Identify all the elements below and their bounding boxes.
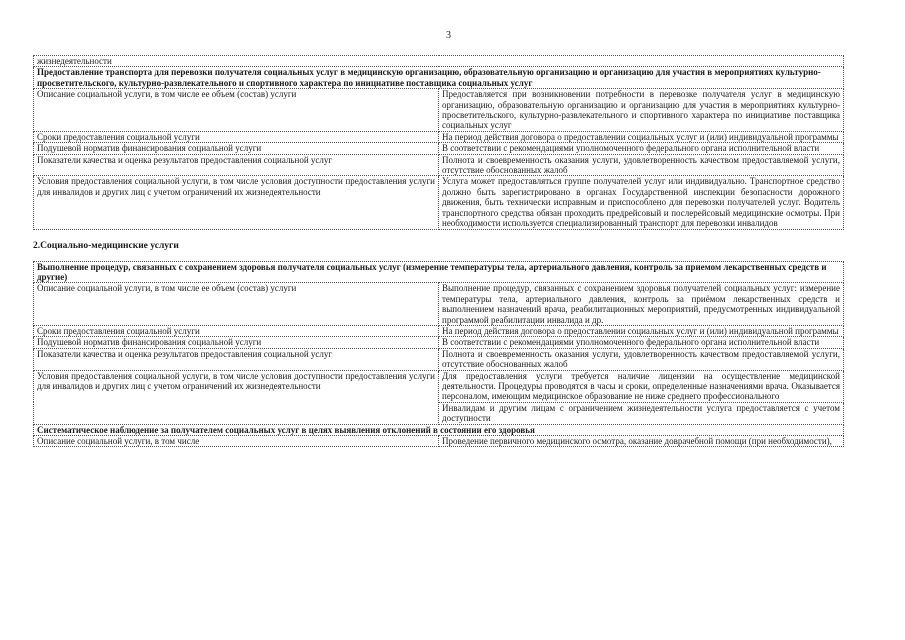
- table-row: [34, 370, 844, 402]
- service-title-observation: Систематическое наблюдение за получателем социальных услуг в целях выявления отклонений в состоянии его здоровья: [34, 424, 844, 435]
- row-value: На период действия договора о предоставлении социальных услуг и (или) индивидуальной программы: [439, 325, 844, 336]
- page-number: 3: [446, 30, 451, 41]
- row-label: Условия предоставления социальной услуги, в том числе условия доступности предоставления услуги для инвалидов и других лиц с учетом ограничений их жизнедеятельности: [34, 370, 439, 424]
- table-row-service-title: [34, 261, 844, 283]
- table-row: [34, 89, 844, 132]
- row-value: В соответствии с рекомендациями уполномоченного федерального органа исполнительной власти: [439, 337, 844, 348]
- table-row: [34, 436, 844, 447]
- row-value: Выполнение процедур, связанных с сохранением здоровья получателей социальных услуг: измерение температуры тела, артериального давления, контроль за приёмом лекарственных средств и выполнением назначений врача, реабилитационных мероприятий, предусмотренных индивидуальной программой реабилитации инвалида и др.: [439, 283, 844, 326]
- row-label: Сроки предоставления социальной услуги: [34, 131, 439, 142]
- table-row: [34, 283, 844, 326]
- row-label: Описание социальной услуги, в том числе ее объем (состав) услуги: [34, 283, 439, 326]
- row-value: Полнота и своевременность оказания услуги, удовлетворенность качеством предоставляемой услуги, отсутствие обоснованных жалоб: [439, 348, 844, 370]
- row-label: Подушевой норматив финансирования социальной услуги: [34, 337, 439, 348]
- row-label: Показатели качества и оценка результатов предоставления социальной услуг: [34, 348, 439, 370]
- table-row: [34, 131, 844, 142]
- section-heading: 2.Социально-медицинские услуги: [33, 240, 179, 251]
- table-row: [34, 143, 844, 154]
- row-value: На период действия договора о предоставлении социальных услуг и (или) индивидуальной программы: [439, 131, 844, 142]
- row-label: Описание социальной услуги, в том числе: [34, 436, 439, 447]
- row-label: Сроки предоставления социальной услуги: [34, 325, 439, 336]
- row-label: Показатели качества и оценка результатов предоставления социальной услуг: [34, 154, 439, 176]
- row-value: Услуга может предоставляться группе получателей услуг или индивидуально. Транспортное средство должно быть зарегистрировано в органах Государственной инспекции безопасности дорожного движения, быть технически исправным и приспособлено для перевозки получателей услуг. Водитель транспортного средства обязан проходить предрейсовый и послерейсовый медицинские осмотры. При необходимости используется специализированный транспорт для перевозки инвалидов: [439, 176, 844, 229]
- service-title-transport: Предоставление транспорта для перевозки получателя социальных услуг в медицинскую организацию, образовательную организацию и организацию для участия в мероприятиях культурно-просветительского, культурно-развлекательного и спортивного характера по инициативе поставщика социальных услуг: [34, 67, 844, 89]
- table-row: [34, 154, 844, 176]
- row-label: Описание социальной услуги, в том числе ее объем (состав) услуги: [34, 89, 439, 132]
- table-row-service-title: [34, 424, 844, 435]
- row-label: Условия предоставления социальной услуги, в том числе условия доступности предоставления услуги для инвалидов и других лиц с учетом ограничений их жизнедеятельности: [34, 176, 439, 229]
- row-value: Проведение первичного медицинского осмотра, оказание доврачебной помощи (при необходимости),: [439, 436, 844, 447]
- row-value: В соответствии с рекомендациями уполномоченного федерального органа исполнительной власти: [439, 143, 844, 154]
- row-label: Подушевой норматив финансирования социальной услуги: [34, 143, 439, 154]
- document-sheet: [33, 55, 844, 447]
- table-row: [34, 348, 844, 370]
- row-value: Полнота и своевременность оказания услуги, удовлетворенность качеством предоставляемой услуги, отсутствие обоснованных жалоб: [439, 154, 844, 176]
- table-row-service-title: [34, 67, 844, 89]
- table-row: [34, 176, 844, 229]
- service-table-medical: [33, 261, 844, 448]
- service-title-procedures: Выполнение процедур, связанных с сохранением здоровья получателя социальных услуг (измерение температуры тела, артериального давления, контроль за приемом лекарственных средств и другие): [34, 261, 844, 283]
- table-row: [34, 337, 844, 348]
- service-table-transport: [33, 55, 844, 230]
- row-value: Для предоставления услуги требуется наличие лицензии на осуществление медицинской деятельности. Процедуры проводятся в часы и сроки, определенные назначениями врача. Оказывается персоналом, имеющим медицинское образование не ниже среднего профессионального: [439, 370, 844, 402]
- table-cell-fragment: жизнедеятельности: [34, 56, 844, 67]
- table-row: [34, 56, 844, 67]
- row-value: Предоставляется при возникновении потребности в перевозке получателя услуг в медицинскую организацию, образовательную организацию и организацию для участия в мероприятиях культурно-просветительского, культурно-развлекательного и спортивного характера по инициативе поставщика социальных услуг: [439, 89, 844, 132]
- row-value: Инвалидам и другим лицам с ограничением жизнедеятельности услуга предоставляется с учетом доступности: [439, 402, 844, 424]
- table-row: [34, 325, 844, 336]
